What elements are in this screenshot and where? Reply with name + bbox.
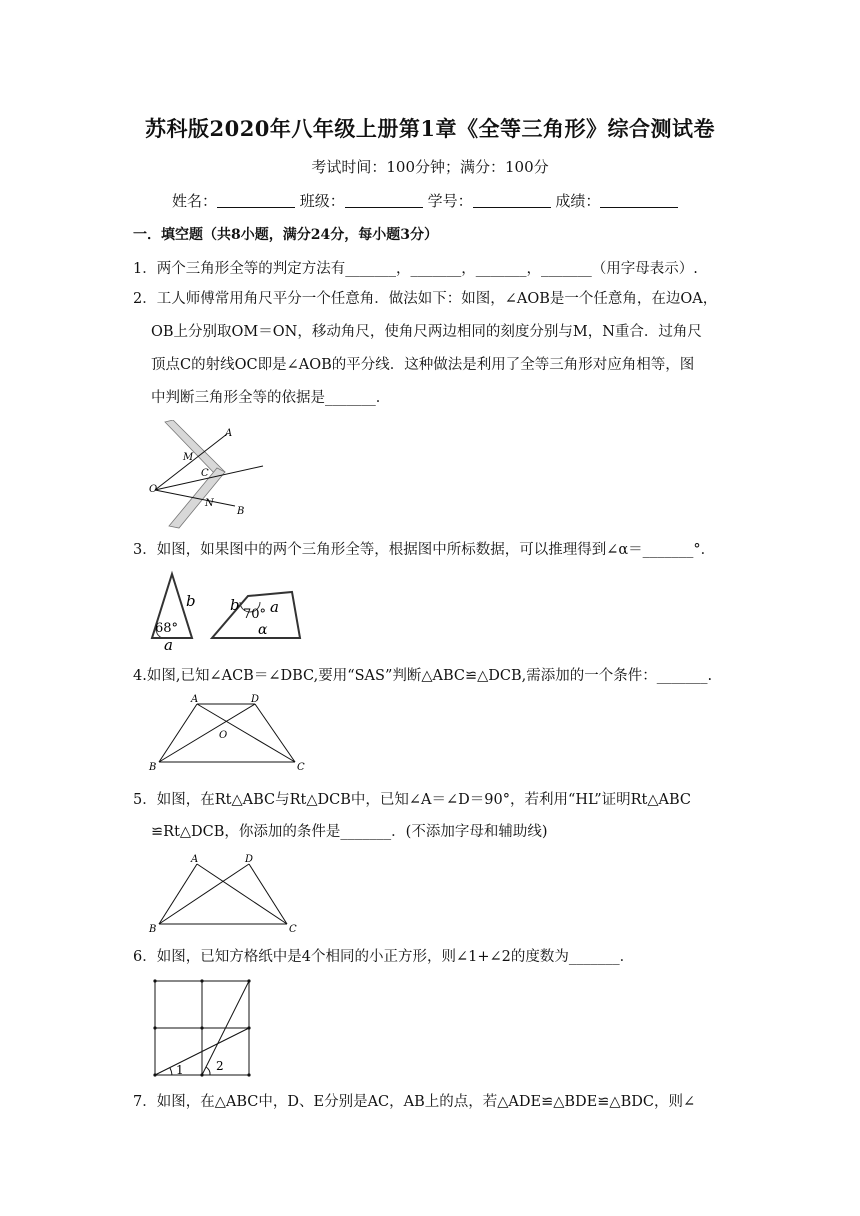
class-label: 班级： [299, 192, 345, 210]
label-n: N [205, 498, 214, 509]
label-68-deg: 68° [155, 621, 179, 636]
question-2-line-2: OB上分别取OM＝ON，移动角尺，使角尺两边相同的刻度分别与M，N重合．过角尺 [151, 324, 702, 340]
label-70-deg: 70° [243, 607, 267, 622]
question-2-line-4: 中判断三角形全等的依据是_______． [151, 390, 391, 406]
label-b: B [237, 506, 245, 517]
label-d: D [251, 694, 260, 705]
question-2-line-1: 2．工人师傅常用角尺平分一个任意角．做法如下：如图，∠AOB是一个任意角，在边OA， [133, 291, 718, 307]
label-alpha: α [258, 622, 268, 638]
label-b: B [149, 924, 157, 935]
question-1: 1．两个三角形全等的判定方法有_______，_______，_______，_______（用字母表示）. [133, 261, 698, 277]
label-a: A [191, 694, 199, 705]
segment-dc [255, 704, 295, 762]
question-7: 7．如图，在△ABC中，D、E分别是AC，AB上的点，若△ADE≌△BDE≌△BDC，则∠ [133, 1094, 696, 1110]
label-a: A [225, 428, 233, 439]
label-a-right: a [270, 598, 279, 616]
score-blank [600, 193, 678, 208]
question-6: 6．如图，已知方格纸中是4个相同的小正方形，则∠1+∠2的度数为_______． [133, 949, 635, 965]
score-label: 成绩： [555, 192, 601, 210]
figure-grid [150, 978, 254, 1080]
exam-subtitle: 考试时间：100分钟；满分：100分 [311, 158, 549, 176]
segment-bd [159, 864, 249, 924]
label-angle-1: 1 [176, 1063, 184, 1077]
segment-dc [249, 864, 287, 924]
segment-ac [197, 864, 287, 924]
label-angle-2: 2 [216, 1059, 224, 1073]
segment-bd [159, 704, 255, 762]
figure-abcd-o [145, 690, 315, 775]
question-3: 3．如图，如果图中的两个三角形全等，根据图中所标数据，可以推理得到∠α＝_______°． [133, 542, 716, 558]
name-blank [217, 193, 295, 208]
angle-arc-2 [206, 1067, 210, 1075]
question-4: 4.如图,已知∠ACB＝∠DBC,要用“SAS”判断△ABC≌△DCB,需添加的一个条件：_______. [133, 668, 713, 684]
label-b: B [149, 762, 157, 773]
label-o: O [219, 730, 228, 741]
figure-right-triangles [145, 850, 305, 935]
page-title: 苏科版2020年八年级上册第1章《全等三角形》综合测试卷 [144, 116, 716, 141]
segment-ac [197, 704, 295, 762]
label-m: M [183, 452, 194, 463]
question-2-line-3: 顶点C的射线OC即是∠AOB的平分线．这种做法是利用了全等三角形对应角相等，图 [151, 357, 695, 373]
angle-arc-1 [170, 1068, 172, 1075]
segment-ba [159, 704, 197, 762]
label-b-left: b [186, 592, 196, 610]
label-a-left: a [164, 636, 173, 650]
label-o: O [149, 484, 158, 495]
ruler-upper [165, 420, 225, 476]
figure-angle-bisector [145, 420, 270, 530]
label-a: A [191, 854, 199, 865]
label-b-right: b [230, 596, 240, 614]
class-blank [345, 193, 423, 208]
question-5-line-1: 5．如图，在Rt△ABC与Rt△DCB中，已知∠A＝∠D＝90°，若利用“HL”证明Rt△ABC [133, 792, 691, 808]
label-c: C [201, 468, 209, 479]
figure-two-triangles [140, 568, 310, 650]
student-info-row [172, 190, 678, 211]
name-label: 姓名： [172, 192, 218, 210]
segment-ba [159, 864, 197, 924]
question-5-line-2: ≌Rt△DCB，你添加的条件是_______．(不添加字母和辅助线) [151, 824, 548, 840]
label-c: C [289, 924, 297, 935]
id-label: 学号： [427, 192, 473, 210]
label-c: C [297, 762, 305, 773]
label-d: D [245, 854, 254, 865]
section-heading: 一．填空题（共8小题，满分24分，每小题3分） [133, 227, 438, 243]
id-blank [473, 193, 551, 208]
